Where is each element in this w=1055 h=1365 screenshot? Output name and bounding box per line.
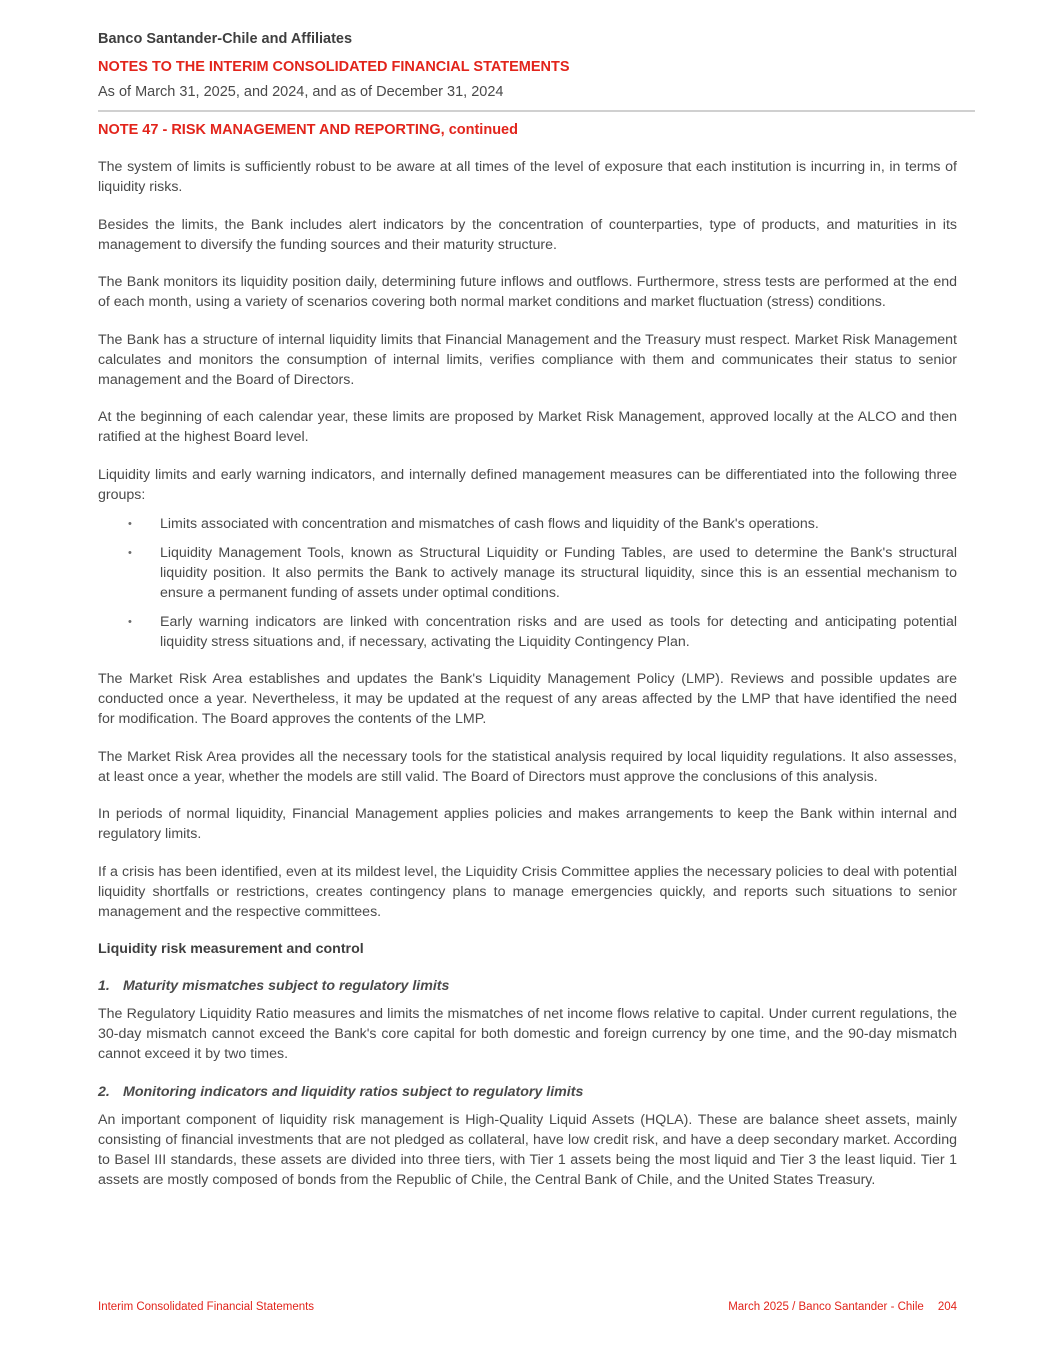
paragraph: At the beginning of each calendar year, these limits are proposed by Market Risk Management, approved locally at the ALCO and then ratified at the highest Board level. — [98, 409, 957, 445]
bullet-item: • Liquidity Management Tools, known as Structural Liquidity or Funding Tables, are used to determine the Bank's structural liquidity position. It also permits the Bank to actively manage its structural liquidity, since this is an essential mechanism to ensure a permanent funding of assets under optimal conditions. — [98, 543, 957, 603]
subsection-heading — [98, 1082, 957, 1102]
paragraph: Liquidity limits and early warning indicators, and internally defined management measures can be differentiated into the following three groups: — [98, 466, 957, 503]
paragraph: The Market Risk Area establishes and updates the Bank's Liquidity Management Policy (LMP). Reviews and possible updates are conducted once a year. Nevertheless, it may be updated at the request of any areas affected by the LMP that have identified the need for modification. The Board approves the contents of the LMP. — [98, 671, 957, 727]
note-title: NOTE 47 - RISK MANAGEMENT AND REPORTING, continued — [98, 122, 518, 138]
paragraph: The Regulatory Liquidity Ratio measures and limits the mismatches of net income flows relative to capital. Under current regulations, the 30-day mismatch cannot exceed the Bank's core capital for both domestic and foreign currency by one time, and the 90-day mismatch cannot exceed it by two times. — [98, 1006, 957, 1062]
bullet-item: • Limits associated with concentration and mismatches of cash flows and liquidity of the Bank's operations. — [98, 514, 957, 534]
note-content — [98, 157, 957, 1207]
paragraph: The Bank monitors its liquidity position daily, determining future inflows and outflows. Furthermore, stress tests are performed at the end of each month, using a variety of scenarios covering both normal market conditions and market fluctuation (stress) conditions. — [98, 274, 957, 310]
paragraph: The Market Risk Area provides all the necessary tools for the statistical analysis required by local liquidity regulations. It also assesses, at least once a year, whether the models are still valid. The Board of Directors must approve the conclusions of this analysis. — [98, 748, 957, 785]
footer-left: Interim Consolidated Financial Statements — [98, 1301, 315, 1313]
as-of-date: As of March 31, 2025, and 2024, and as of December 31, 2024 — [98, 84, 504, 100]
bullet-item: • Early warning indicators are linked with concentration risks and are used as tools for detecting and anticipating potential liquidity stress situations and, if necessary, activating the Liquidity Contingency Plan. — [98, 612, 957, 652]
paragraph: In periods of normal liquidity, Financial Management applies policies and makes arrangements to keep the Bank within internal and regulatory limits. — [98, 806, 957, 842]
footer-source: March 2025 / Banco Santander - Chile — [728, 1301, 924, 1313]
paragraph: If a crisis has been identified, even at its mildest level, the Liquidity Crisis Committee applies the necessary policies to deal with potential liquidity shortfalls or restrictions, creates contingency plans to manage emergencies quickly, and reports such situations to senior management and the respective committees. — [98, 863, 957, 920]
paragraph: The system of limits is sufficiently robust to be aware at all times of the level of exposure that each institution is incurring in, in terms of liquidity risks. — [98, 159, 957, 195]
subsection-number: 2. — [98, 1083, 110, 1100]
subsection-title: Monitoring indicators and liquidity ratios subject to regulatory limits — [123, 1083, 584, 1100]
footer-right — [728, 1301, 957, 1313]
subsection-heading — [98, 976, 957, 996]
page-number: 204 — [937, 1301, 957, 1313]
notes-title: NOTES TO THE INTERIM CONSOLIDATED FINANCIAL STATEMENTS — [98, 59, 570, 75]
subsection-number: 1. — [98, 978, 110, 994]
paragraph: The Bank has a structure of internal liquidity limits that Financial Management and the Treasury must respect. Market Risk Management calculates and monitors the consumption of internal limits, verifies compliance with them and communicates their status to senior management and the Board of Directors. — [98, 331, 957, 388]
paragraph: An important component of liquidity risk management is High-Quality Liquid Assets (HQLA). These are balance sheet assets, mainly consisting of financial investments that are not pledged as collateral, have low credit risk, and have a deep secondary market. According to Basel III standards, these assets are divided into three tiers, with Tier 1 assets being the most liquid and Tier 3 the least liquid. Tier 1 assets are mostly composed of bonds from the Republic of Chile, the Central Bank of Chile, and the United States Treasury. — [98, 1111, 957, 1188]
section-heading: Liquidity risk measurement and control — [98, 941, 364, 957]
bullet-list — [98, 514, 957, 652]
company-name: Banco Santander-Chile and Affiliates — [98, 31, 353, 47]
header-divider — [98, 110, 975, 112]
paragraph: Besides the limits, the Bank includes alert indicators by the concentration of counterparties, type of products, and maturities in its management to diversify the funding sources and their maturity structure. — [98, 216, 957, 253]
subsection-title: Maturity mismatches subject to regulatory limits — [123, 978, 450, 994]
